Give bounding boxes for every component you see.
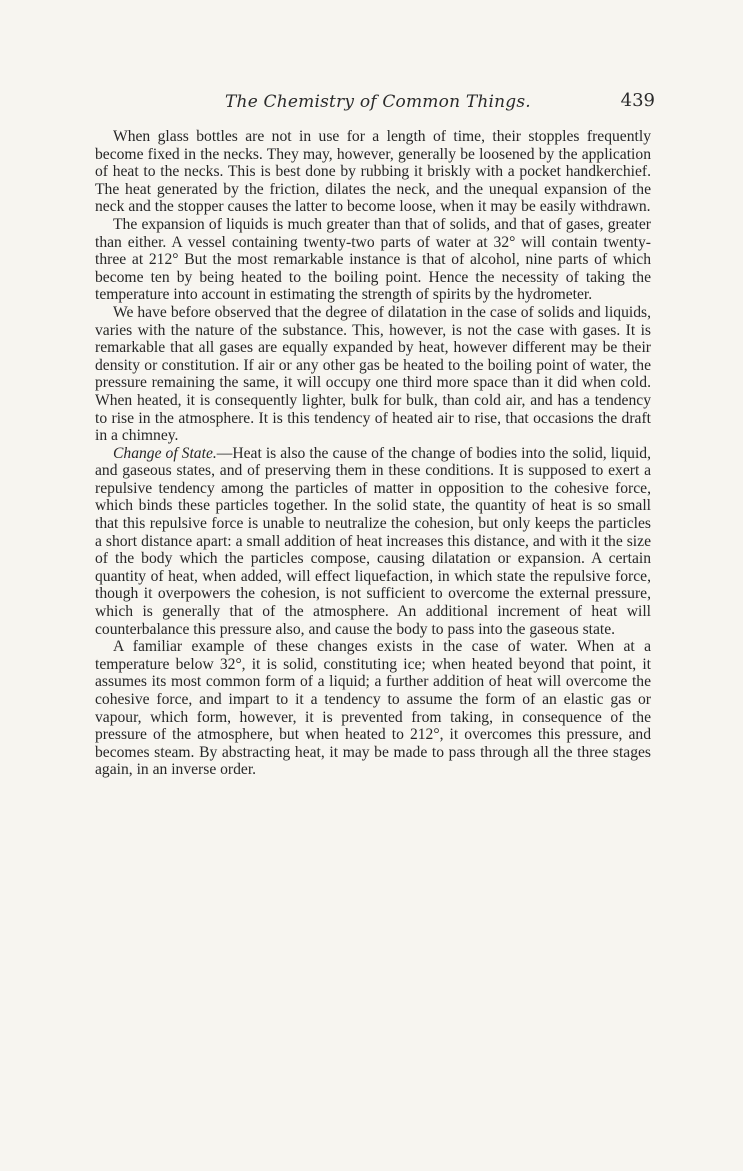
paragraph-text: The expansion of liquids is much greater than that of solids, and that of gases, greater than either. A vessel containing twenty-two parts of water at 32° will contain twenty-three at 212° But the most remarkable instance is that of alcohol, nine parts of which become ten by being heated to the boiling point. Hence the necessity of taking the temperature into account in estimating the strength of spirits by the hydrometer.: [95, 215, 651, 304]
section-lead: Change of State.: [113, 444, 217, 462]
paragraph-text: —Heat is also the cause of the change of bodies into the solid, liquid, and gaseous states, and of preserving them in these conditions. It is supposed to exert a repulsive tendency among the particles of matter in opposition to the cohesive force, which binds these particles together. In the solid state, the quantity of heat is so small that this repulsive force is unable to neutralize the cohesion, but only keeps the particles a short distance apart: a small addition of heat increases this distance, and with it the size of the body which the particles compose, causing dilatation or expansion. A certain quantity of heat, when added, will effect liquefaction, in which state the repulsive force, though it overpowers the cohesion, is not sufficient to overcome the external pressure, which is generally that of the atmosphere. An additional increment of heat will counterbalance this pressure also, and cause the body to pass into the gaseous state.: [95, 444, 651, 638]
running-title: The Chemistry of Common Things.: [225, 92, 531, 112]
paragraph-text: When glass bottles are not in use for a length of time, their stopples frequently become fixed in the necks. They may, however, generally be loosened by the application of heat to the necks. This is best done by rubbing it briskly with a pocket handkerchief. The heat generated by the friction, dilates the neck, and the unequal expansion of the neck and the stopper causes the latter to become loose, when it may be easily withdrawn.: [95, 128, 651, 216]
paragraph-expansion-of-liquids: [95, 216, 651, 304]
paragraph-change-of-state: [95, 445, 651, 639]
paragraph-text: A familiar example of these changes exists in the case of water. When at a temperature below 32°, it is solid, constituting ice; when heated beyond that point, it assumes its most common form of a liquid; a further addition of heat will overcome the cohesive force, and impart to it a tendency to assume the form of an elastic gas or vapour, which form, however, it is prevented from taking, in consequence of the pressure of the atmosphere, but when heated to 212°, it overcomes this pressure, and becomes steam. By abstracting heat, it may be made to pass through all the three stages again, in an inverse order.: [95, 638, 651, 779]
page-body: [95, 128, 651, 779]
paragraph-glass-bottles: [95, 128, 651, 216]
paragraph-water-example: [95, 638, 651, 779]
paragraph-gases: [95, 304, 651, 445]
paragraph-text: We have before observed that the degree of dilatation in the case of solids and liquids, varies with the nature of the substance. This, however, is not the case with gases. It is remarkable that all gases are equally expanded by heat, however different may be their density or constitution. If air or any other gas be heated to the boiling point of water, the pressure remaining the same, it will occupy one third more space than it did when cold. When heated, it is consequently lighter, bulk for bulk, than cold air, and has a tendency to rise in the atmosphere. It is this tendency of heated air to rise, that occasions the draft in a chimney.: [95, 303, 651, 445]
page-header: [95, 92, 655, 120]
page-number: 439: [620, 90, 655, 111]
